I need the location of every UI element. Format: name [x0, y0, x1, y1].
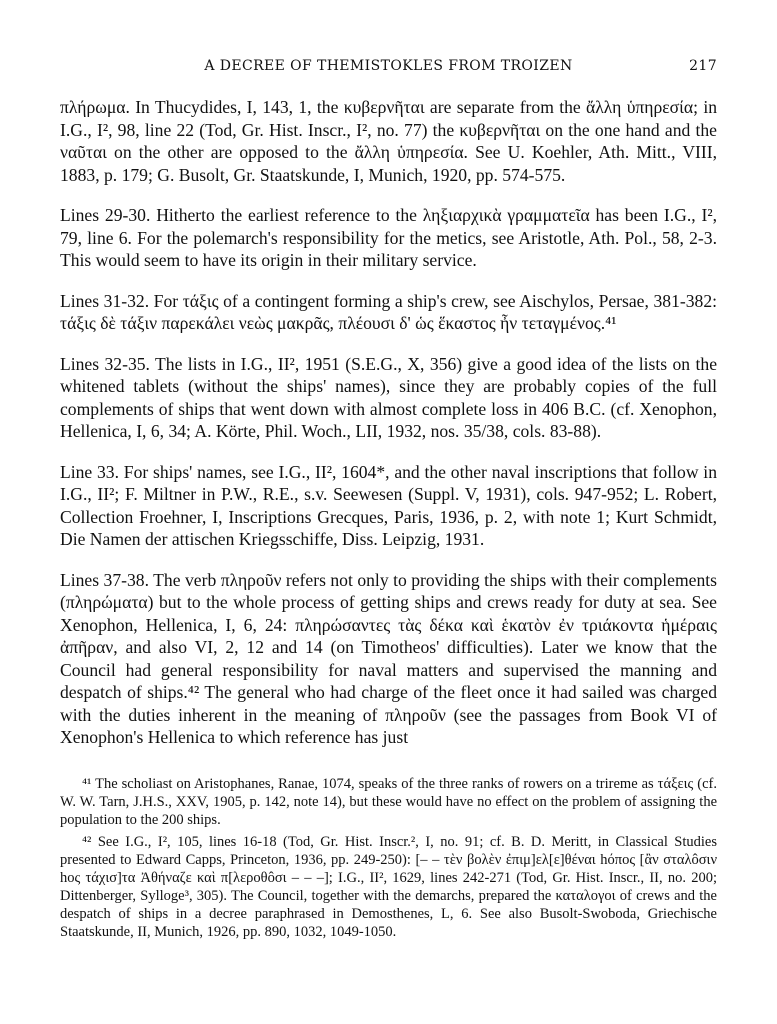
paragraph-lines-37-38: Lines 37-38. The verb πληροῦν refers not only to providing the ships with their complements (πληρώματα) but to the whole process of getting ships and crews ready for duty at sea. See Xenophon, Hellenica, I, 6, 24: πληρώσαντες τὰς δέκα καὶ ἑκατὸν ἐν τριάκοντα ἡμέραις ἀπῆραν, and also VI, 2, 12 and 14 (on Timotheos' difficulties). Later we know that the Council had general responsibility for naval matters and supervised the manning and despatch of ships.⁴² The general who had charge of the fleet once it had sailed was charged with the duties inherent in the meaning of πληροῦν (see the passages from Book VI of Xenophon's Hellenica to which reference has just: [60, 569, 717, 747]
page: [60, 58, 717, 945]
footnote-41: ⁴¹ The scholiast on Aristophanes, Ranae, 1074, speaks of the three ranks of rowers on a trireme as τάξεις (cf. W. W. Tarn, J.H.S., XXV, 1905, p. 142, note 14), but these would have no effect on the problem of assigning the population to the 200 ships.: [60, 775, 717, 828]
running-header: [60, 58, 717, 82]
main-text: [60, 96, 717, 749]
paragraph-lines-32-35: Lines 32-35. The lists in I.G., II², 1951 (S.E.G., X, 356) give a good idea of the lists on the whitened tablets (without the ships' names), since they are probably copies of the full complements of ships that went down with almost complete loss in 406 B.C. (cf. Xenophon, Hellenica, I, 6, 34; A. Körte, Phil. Woch., LII, 1932, nos. 35/38, cols. 83-88).: [60, 353, 717, 441]
paragraph-line-33: Line 33. For ships' names, see I.G., II², 1604*, and the other naval inscriptions that follow in I.G., II²; F. Miltner in P.W., R.E., s.v. Seewesen (Suppl. V, 1931), cols. 947-952; L. Robert, Collection Froehner, I, Inscriptions Grecques, Paris, 1936, p. 2, with note 1; Kurt Schmidt, Die Namen der attischen Kriegsschiffe, Diss. Leipzig, 1931.: [60, 461, 717, 549]
page-number: 217: [689, 58, 717, 74]
running-title: A DECREE OF THEMISTOKLES FROM TROIZEN: [204, 58, 573, 74]
footnotes: [60, 775, 717, 941]
footnote-42: ⁴² See I.G., I², 105, lines 16-18 (Tod, Gr. Hist. Inscr.², I, no. 91; cf. B. D. Meritt, in Classical Studies presented to Edward Capps, Princeton, 1936, pp. 249-250): [– – τὲν βολὲν ἐπιμ]ελ[ε]θέναι hόπος [ἂν σταλôσιν hος τάχισ]τα Ἀθήναζε καὶ π[λεροθôσι – – –]; I.G., II², 1629, lines 242-271 (Tod, Gr. Hist. Inscr., II, no. 200; Dittenberger, Sylloge³, 305). The Council, together with the demarchs, prepared the καταλογοι of crews and the despatch of ships in a decree paraphrased in Demosthenes, L, 6. See also Busolt-Swoboda, Griechische Staatskunde, II, Munich, 1926, pp. 890, 1032, 1049-1050.: [60, 833, 717, 940]
paragraph-lines-31-32: Lines 31-32. For τάξις of a contingent forming a ship's crew, see Aischylos, Persae, 381-382: τάξις δὲ τάξιν παρεκάλει νεὼς μακρᾶς, πλέουσι δ' ὡς ἕκαστος ἦν τεταγμένος.⁴¹: [60, 290, 717, 333]
paragraph-lines-29-30: Lines 29-30. Hitherto the earliest reference to the ληξιαρχικὰ γραμματεῖα has been I.G., I², 79, line 6. For the polemarch's responsibility for the metics, see Aristotle, Ath. Pol., 58, 2-3. This would seem to have its origin in their military service.: [60, 205, 717, 270]
paragraph-continued: πλήρωμα. In Thucydides, I, 143, 1, the κυβερνῆται are separate from the ἄλλη ὑπηρεσία; in I.G., I², 98, line 22 (Tod, Gr. Hist. Inscr., I², no. 77) the κυβερνῆται on the one hand and the ναῦται on the other are opposed to the ἄλλη ὑπηρεσία. See U. Koehler, Ath. Mitt., VIII, 1883, p. 179; G. Busolt, Gr. Staatskunde, I, Munich, 1920, pp. 574-575.: [60, 97, 717, 185]
